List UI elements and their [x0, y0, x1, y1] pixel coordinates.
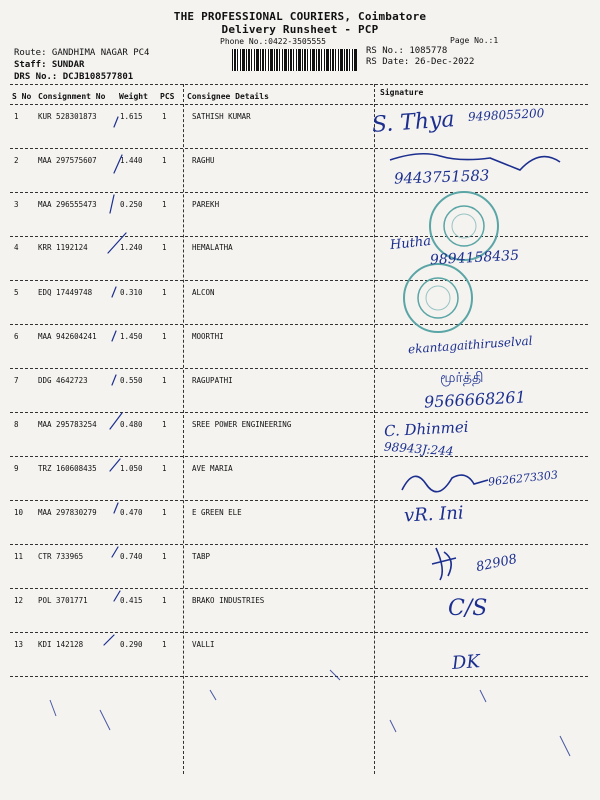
barcode: [232, 49, 357, 71]
row-sno: 11: [14, 552, 24, 561]
tick-mark: [110, 459, 120, 471]
phone-4: 9894158435: [429, 247, 520, 269]
row-sno: 13: [14, 640, 24, 649]
row-weight: 0.415: [120, 596, 143, 605]
row-divider: [10, 324, 588, 325]
row-pcs: 1: [162, 552, 167, 561]
phone-11: 82908: [474, 551, 519, 576]
staff-label: Staff: SUNDAR: [14, 60, 85, 70]
drs-number: DRS No.: DCJB108577801: [14, 72, 134, 82]
row-consignment: CTR 733965: [38, 552, 84, 561]
phone-8: 98943J:244: [383, 439, 454, 459]
row-divider: [10, 544, 588, 545]
row-sno: 1: [14, 112, 19, 121]
row-consignee: RAGUPATHI: [192, 376, 233, 385]
row-divider: [10, 588, 588, 589]
row-consignee: VALLI: [192, 640, 215, 649]
phone-number: Phone No.:0422-3505555: [220, 37, 326, 46]
row-consignment: KUR 528301873: [38, 112, 97, 121]
row-consignment: MAA 297830279: [38, 508, 97, 517]
row-consignment: MAA 942604241: [38, 332, 97, 341]
row-divider: [10, 368, 588, 369]
row-pcs: 1: [162, 508, 167, 517]
row-weight: 1.050: [120, 464, 143, 473]
row-consignment: EDQ 17449748: [38, 288, 93, 297]
row-sno: 9: [14, 464, 19, 473]
row-weight: 1.440: [120, 156, 143, 165]
row-consignment: MAA 297575607: [38, 156, 97, 165]
tick-mark: [104, 635, 114, 645]
row-consignment: POL 3701771: [38, 596, 88, 605]
col-pcs: PCS: [160, 92, 175, 101]
row-divider: [10, 676, 588, 677]
row-pcs: 1: [162, 200, 167, 209]
signature-4: Hutha: [389, 233, 432, 254]
signature-1: S. Thya: [371, 107, 456, 138]
row-weight: 0.470: [120, 508, 143, 517]
row-divider: [10, 632, 588, 633]
row-pcs: 1: [162, 288, 167, 297]
signature-7: மூர்த்தி: [440, 370, 484, 386]
row-pcs: 1: [162, 420, 167, 429]
row-divider: [10, 456, 588, 457]
row-weight: 0.550: [120, 376, 143, 385]
route-label: Route: GANDHIMA NAGAR PC4: [14, 48, 150, 58]
company-title: THE PROFESSIONAL COURIERS, Coimbatore: [173, 10, 427, 23]
row-consignee: ALCON: [192, 288, 215, 297]
signature-9-scribble: [396, 460, 496, 500]
signature-12: C/S: [448, 596, 488, 621]
row-consignment: KDI 142128: [38, 640, 84, 649]
tick-mark: [112, 375, 116, 385]
signature-6: ekantagaithiruselval: [407, 333, 533, 357]
row-weight: 0.480: [120, 420, 143, 429]
phone-9: 9626273303: [487, 468, 559, 489]
row-pcs: 1: [162, 464, 167, 473]
row-consignee: MOORTHI: [192, 332, 224, 341]
row-weight: 0.740: [120, 552, 143, 561]
runsheet-subtitle: Delivery Runsheet - PCP: [221, 23, 379, 36]
row-weight: 1.240: [120, 243, 143, 252]
row-divider: [10, 500, 588, 501]
row-consignee: RAGHU: [192, 156, 215, 165]
signature-column-divider: [374, 84, 375, 774]
row-sno: 7: [14, 376, 19, 385]
row-divider: [10, 412, 588, 413]
row-consignment: TRZ 160608435: [38, 464, 97, 473]
row-pcs: 1: [162, 243, 167, 252]
row-consignee: E GREEN ELE: [192, 508, 242, 517]
row-sno: 2: [14, 156, 19, 165]
row-pcs: 1: [162, 156, 167, 165]
signature-8: C. Dhinmei: [383, 417, 469, 441]
row-consignment: MAA 295783254: [38, 420, 97, 429]
row-weight: 1.450: [120, 332, 143, 341]
row-weight: 0.250: [120, 200, 143, 209]
col-signature: Signature: [380, 88, 424, 97]
header-top-rule: [10, 84, 588, 85]
company-stamp-2: [398, 258, 478, 338]
tick-mark: [112, 331, 116, 341]
tick-mark: [114, 117, 118, 127]
consignee-column-divider: [183, 84, 184, 774]
tick-marks: [100, 105, 140, 665]
row-consignee: AVE MARIA: [192, 464, 233, 473]
row-pcs: 1: [162, 640, 167, 649]
header-bottom-rule: [10, 104, 588, 105]
row-sno: 4: [14, 243, 19, 252]
row-consignment: DDG 4642723: [38, 376, 88, 385]
signature-10: vR. Ini: [403, 502, 465, 527]
row-consignee: SATHISH KUMAR: [192, 112, 251, 121]
row-divider: [10, 148, 588, 149]
phone-7: 9566668261: [423, 387, 527, 412]
tick-mark: [112, 547, 118, 557]
row-pcs: 1: [162, 112, 167, 121]
row-consignee: TABP: [192, 552, 211, 561]
row-divider: [10, 280, 588, 281]
row-pcs: 1: [162, 376, 167, 385]
row-weight: 0.290: [120, 640, 143, 649]
row-pcs: 1: [162, 596, 167, 605]
phone-1: 9498055200: [467, 106, 545, 124]
row-consignee: PAREKH: [192, 200, 220, 209]
row-consignee: HEMALATHA: [192, 243, 233, 252]
row-consignment: KRR 1192124: [38, 243, 88, 252]
row-consignee: SREE POWER ENGINEERING: [192, 420, 292, 429]
rs-date: RS Date: 26-Dec-2022: [366, 57, 475, 67]
phone-2: 9443751583: [393, 166, 490, 188]
row-sno: 5: [14, 288, 19, 297]
page-number: Page No.:1: [450, 36, 499, 45]
stray-ink-marks: [40, 660, 580, 790]
row-consignee: BRAKO INDUSTRIES: [192, 596, 265, 605]
col-consignee: Consignee Details: [187, 92, 269, 101]
row-consignment: MAA 296555473: [38, 200, 97, 209]
row-sno: 8: [14, 420, 19, 429]
col-weight: Weight: [119, 92, 148, 101]
rs-number: RS No.: 1085778: [366, 46, 448, 56]
row-sno: 10: [14, 508, 24, 517]
tick-mark: [110, 195, 114, 213]
row-weight: 0.310: [120, 288, 143, 297]
tick-mark: [114, 503, 118, 513]
col-consignment: Consignment No: [38, 92, 106, 101]
signature-13: DK: [451, 651, 481, 674]
row-sno: 3: [14, 200, 19, 209]
row-sno: 6: [14, 332, 19, 341]
row-weight: 1.615: [120, 112, 143, 121]
col-sno: S No: [12, 92, 32, 101]
row-pcs: 1: [162, 332, 167, 341]
tick-mark: [112, 287, 116, 297]
row-sno: 12: [14, 596, 24, 605]
